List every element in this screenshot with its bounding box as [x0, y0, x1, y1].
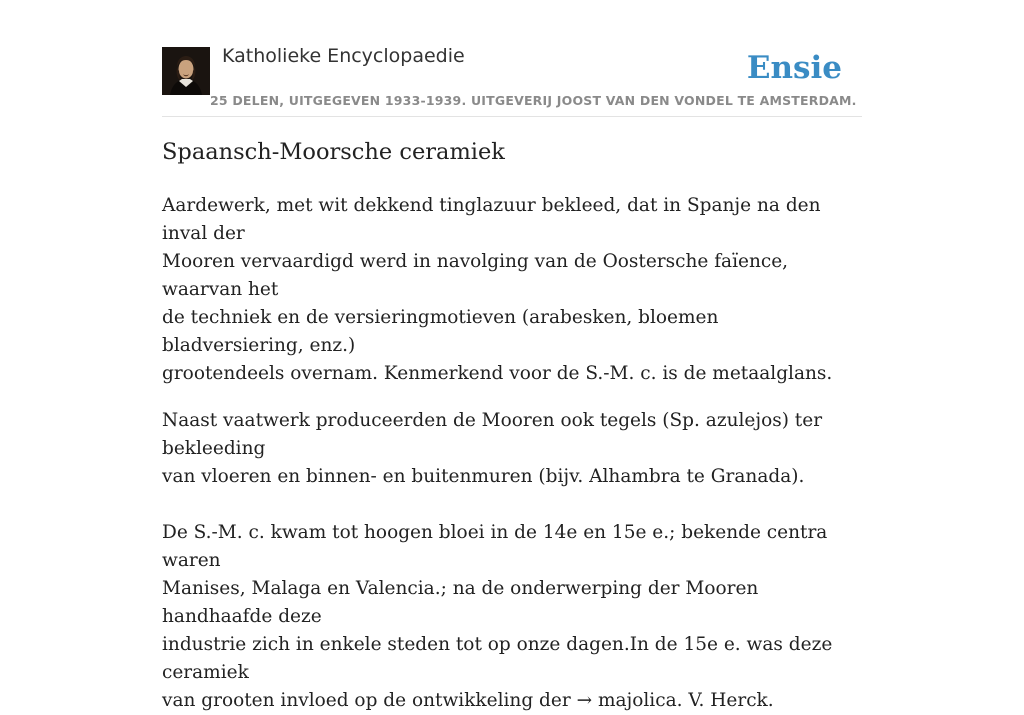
article-paragraph: Aardewerk, met wit dekkend tinglazuur bekleed, dat in Spanje na den inval der Mooren vervaardigd werd in navolging van de Oostersche faïence, waarvan het de techniek en de versieringmotieven (arabesken, bloemen bladversiering, enz.) grootendeels overnam. Kenmerkend voor de S.-M. c. is de metaalglans. — [162, 195, 833, 384]
portrait-avatar-icon — [162, 47, 210, 95]
brand-logo[interactable]: Ensie — [746, 50, 842, 86]
article-body — [162, 192, 862, 715]
article-paragraph: Naast vaatwerk produceerden de Mooren ook tegels (Sp. azulejos) ter bekleeding van vloeren en binnen- en buitenmuren (bijv. Alhambra te Granada). — [162, 410, 823, 487]
page-container — [162, 0, 862, 711]
page-header — [162, 0, 862, 117]
majolica-crossref-link[interactable]: → majolica — [576, 690, 677, 711]
paragraph-text: . V. Herck. — [676, 690, 774, 711]
publication-avatar[interactable] — [162, 47, 210, 95]
article-title: Spaansch-Moorsche ceramiek — [162, 139, 505, 165]
publication-title[interactable]: Katholieke Encyclopaedie — [222, 45, 465, 67]
publication-subtitle: 25 DELEN, UITGEGEVEN 1933-1939. UITGEVERIJ JOOST VAN DEN VONDEL TE AMSTERDAM. — [210, 93, 857, 108]
paragraph-text: De S.-M. c. kwam tot hoogen bloei in de 14e en 15e e.; bekende centra waren Manises, Malaga en Valencia.; na de onderwerping der Mooren handhaafde deze industrie zich in enkele steden tot op onze dagen.In de 15e e. was deze ceramiek van grooten invloed op de ontwikkeling der — [162, 522, 833, 711]
article-paragraph — [162, 519, 862, 715]
